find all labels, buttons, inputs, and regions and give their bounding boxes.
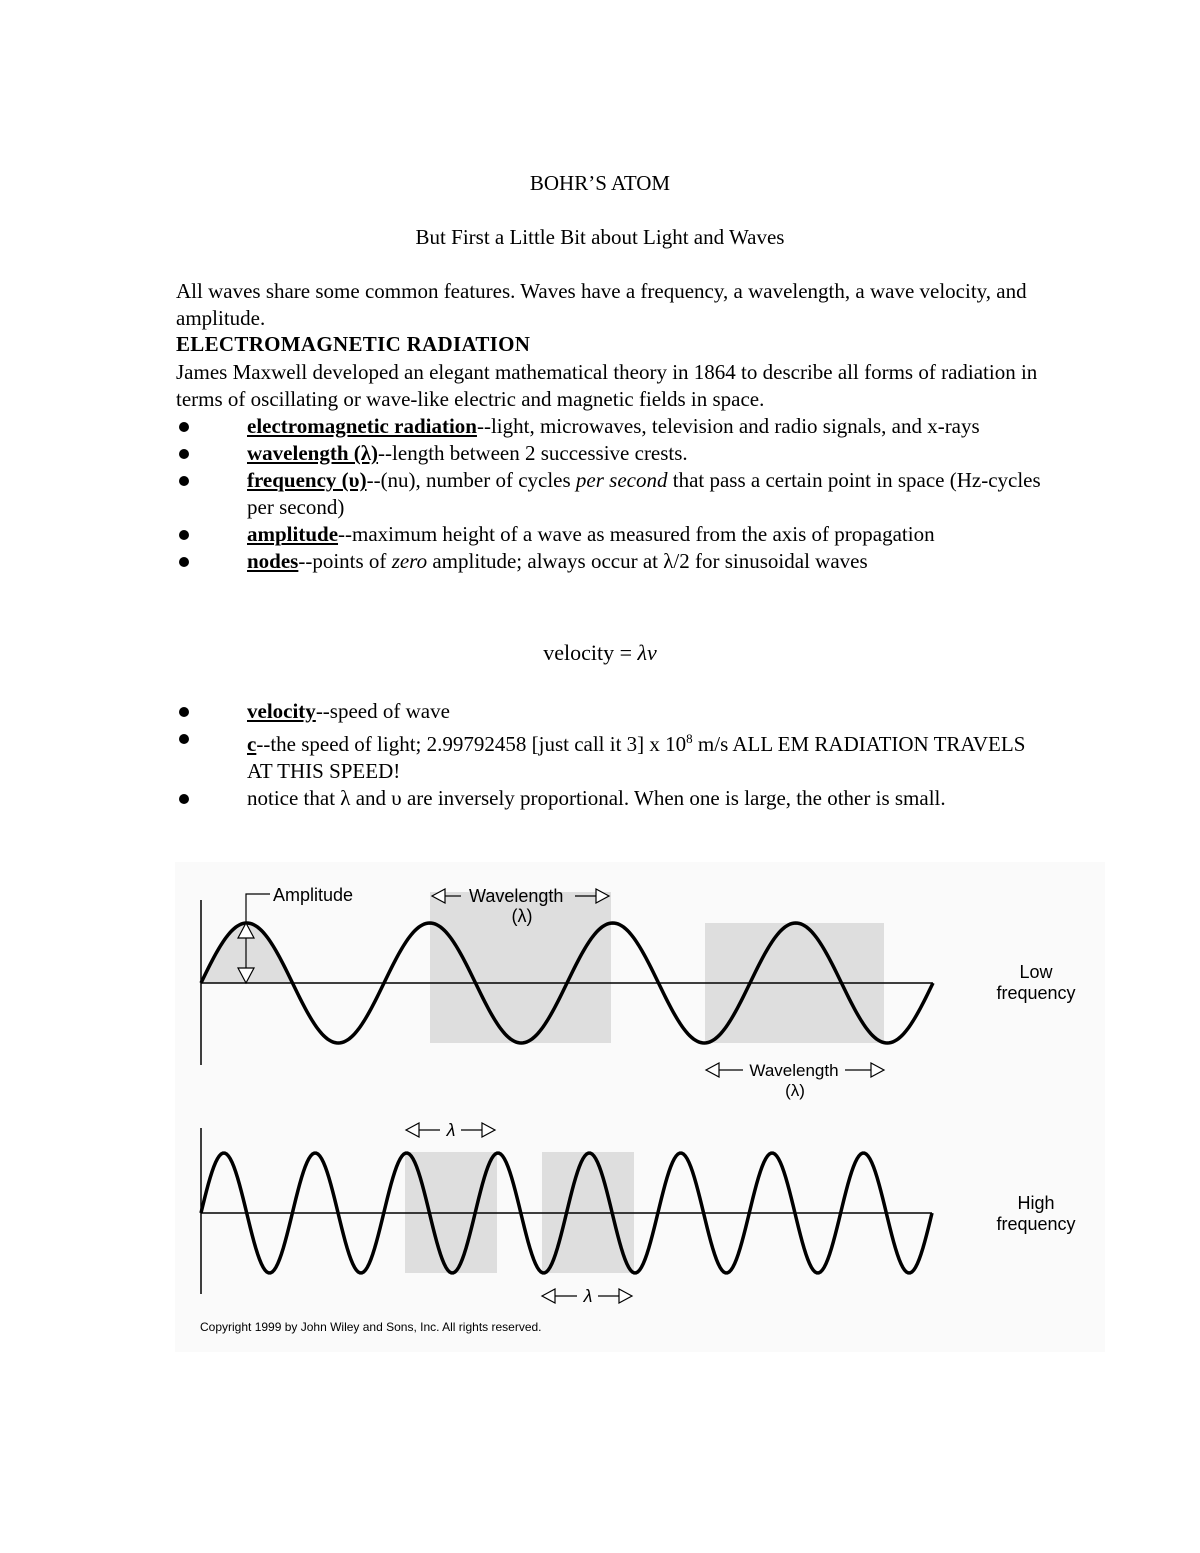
high-frequency-label-line1: High [1017,1193,1055,1213]
bullet-icon [179,794,189,804]
list-item [176,725,1046,785]
equation-operator: = [619,640,632,665]
wavelength-lambda-label: (λ) [511,906,533,926]
definition-text: --maximum height of a wave as measured from the axis of propagation [338,522,935,546]
amplitude-label: Amplitude [273,885,354,905]
low-frequency-label-line2: frequency [996,983,1076,1003]
list-item [176,413,1046,440]
lambda-label-bottom: λ [583,1286,593,1306]
definition-text: notice that λ and υ are inversely proportional. When one is large, the other is small. [247,786,946,810]
list-item [176,548,1046,575]
bullet-icon [179,557,189,567]
definitions-list [176,413,1046,575]
figure-background [175,862,1105,1352]
wavelength-label-2: Wavelength [749,1061,839,1080]
definition-text: m/s ALL EM RADIATION TRAVELS AT THIS SPEED! [247,732,1026,783]
definition-emphasis: zero [391,549,428,573]
term-frequency: frequency (υ) [247,468,367,492]
definition-text: --speed of wave [315,699,450,723]
term-velocity: velocity [247,699,316,723]
velocity-list [176,698,1046,812]
definition-text: --length between 2 successive crests. [378,441,688,465]
list-item [176,698,1046,725]
bullet-icon [179,734,189,744]
bullet-icon [179,449,189,459]
equation-lhs: velocity [543,640,615,665]
low-frequency-label-line1: Low [1019,962,1053,982]
definition-emphasis: per second [575,468,668,492]
wave-figure [175,862,1105,1352]
term-amplitude: amplitude [247,522,339,546]
document-title: BOHR’S ATOM [529,171,671,195]
lambda-label-top: λ [446,1120,456,1140]
term-nodes: nodes [247,549,299,573]
term-speed-of-light: c [247,732,257,756]
equation-rhs: λν [637,640,657,665]
copyright-text: Copyright 1999 by John Wiley and Sons, Inc. All rights reserved. [200,1320,542,1334]
definition-text: amplitude; always occur at λ/2 for sinusoidal waves [427,549,868,573]
list-item [176,521,1046,548]
wave-diagram [175,862,1105,1352]
term-electromagnetic-radiation: electromagnetic radiation [247,414,477,438]
section-heading: ELECTROMAGNETIC RADIATION [176,332,531,356]
definition-text: --the speed of light; 2.99792458 [just call it 3] x 10 [256,732,687,756]
definition-text: --points of [298,549,392,573]
section-paragraph: James Maxwell developed an elegant mathematical theory in 1864 to describe all forms of radiation in terms of oscillating or wave-like electric and magnetic fields in space. [176,360,1038,411]
list-item [176,785,1046,812]
velocity-equation [0,640,1200,666]
bullet-icon [179,707,189,717]
bullet-icon [179,476,189,486]
definition-text: --(nu), number of cycles [366,468,576,492]
wavelength-lambda-label-2: (λ) [785,1081,805,1100]
bullet-icon [179,530,189,540]
wavelength-label: Wavelength [469,886,564,906]
definition-text: --light, microwaves, television and radio signals, and x-rays [476,414,980,438]
high-frequency-label-line2: frequency [996,1214,1076,1234]
list-item [176,440,1046,467]
definition-text: that pass a certain point in space (Hz-cycles per second) [247,468,1041,519]
list-item [176,467,1046,521]
document-subtitle: But First a Little Bit about Light and Waves [415,225,785,249]
bullet-icon [179,422,189,432]
exponent: 8 [686,731,693,746]
term-wavelength: wavelength (λ) [247,441,379,465]
intro-paragraph: All waves share some common features. Waves have a frequency, a wavelength, a wave velocity, and amplitude. [176,279,1027,330]
